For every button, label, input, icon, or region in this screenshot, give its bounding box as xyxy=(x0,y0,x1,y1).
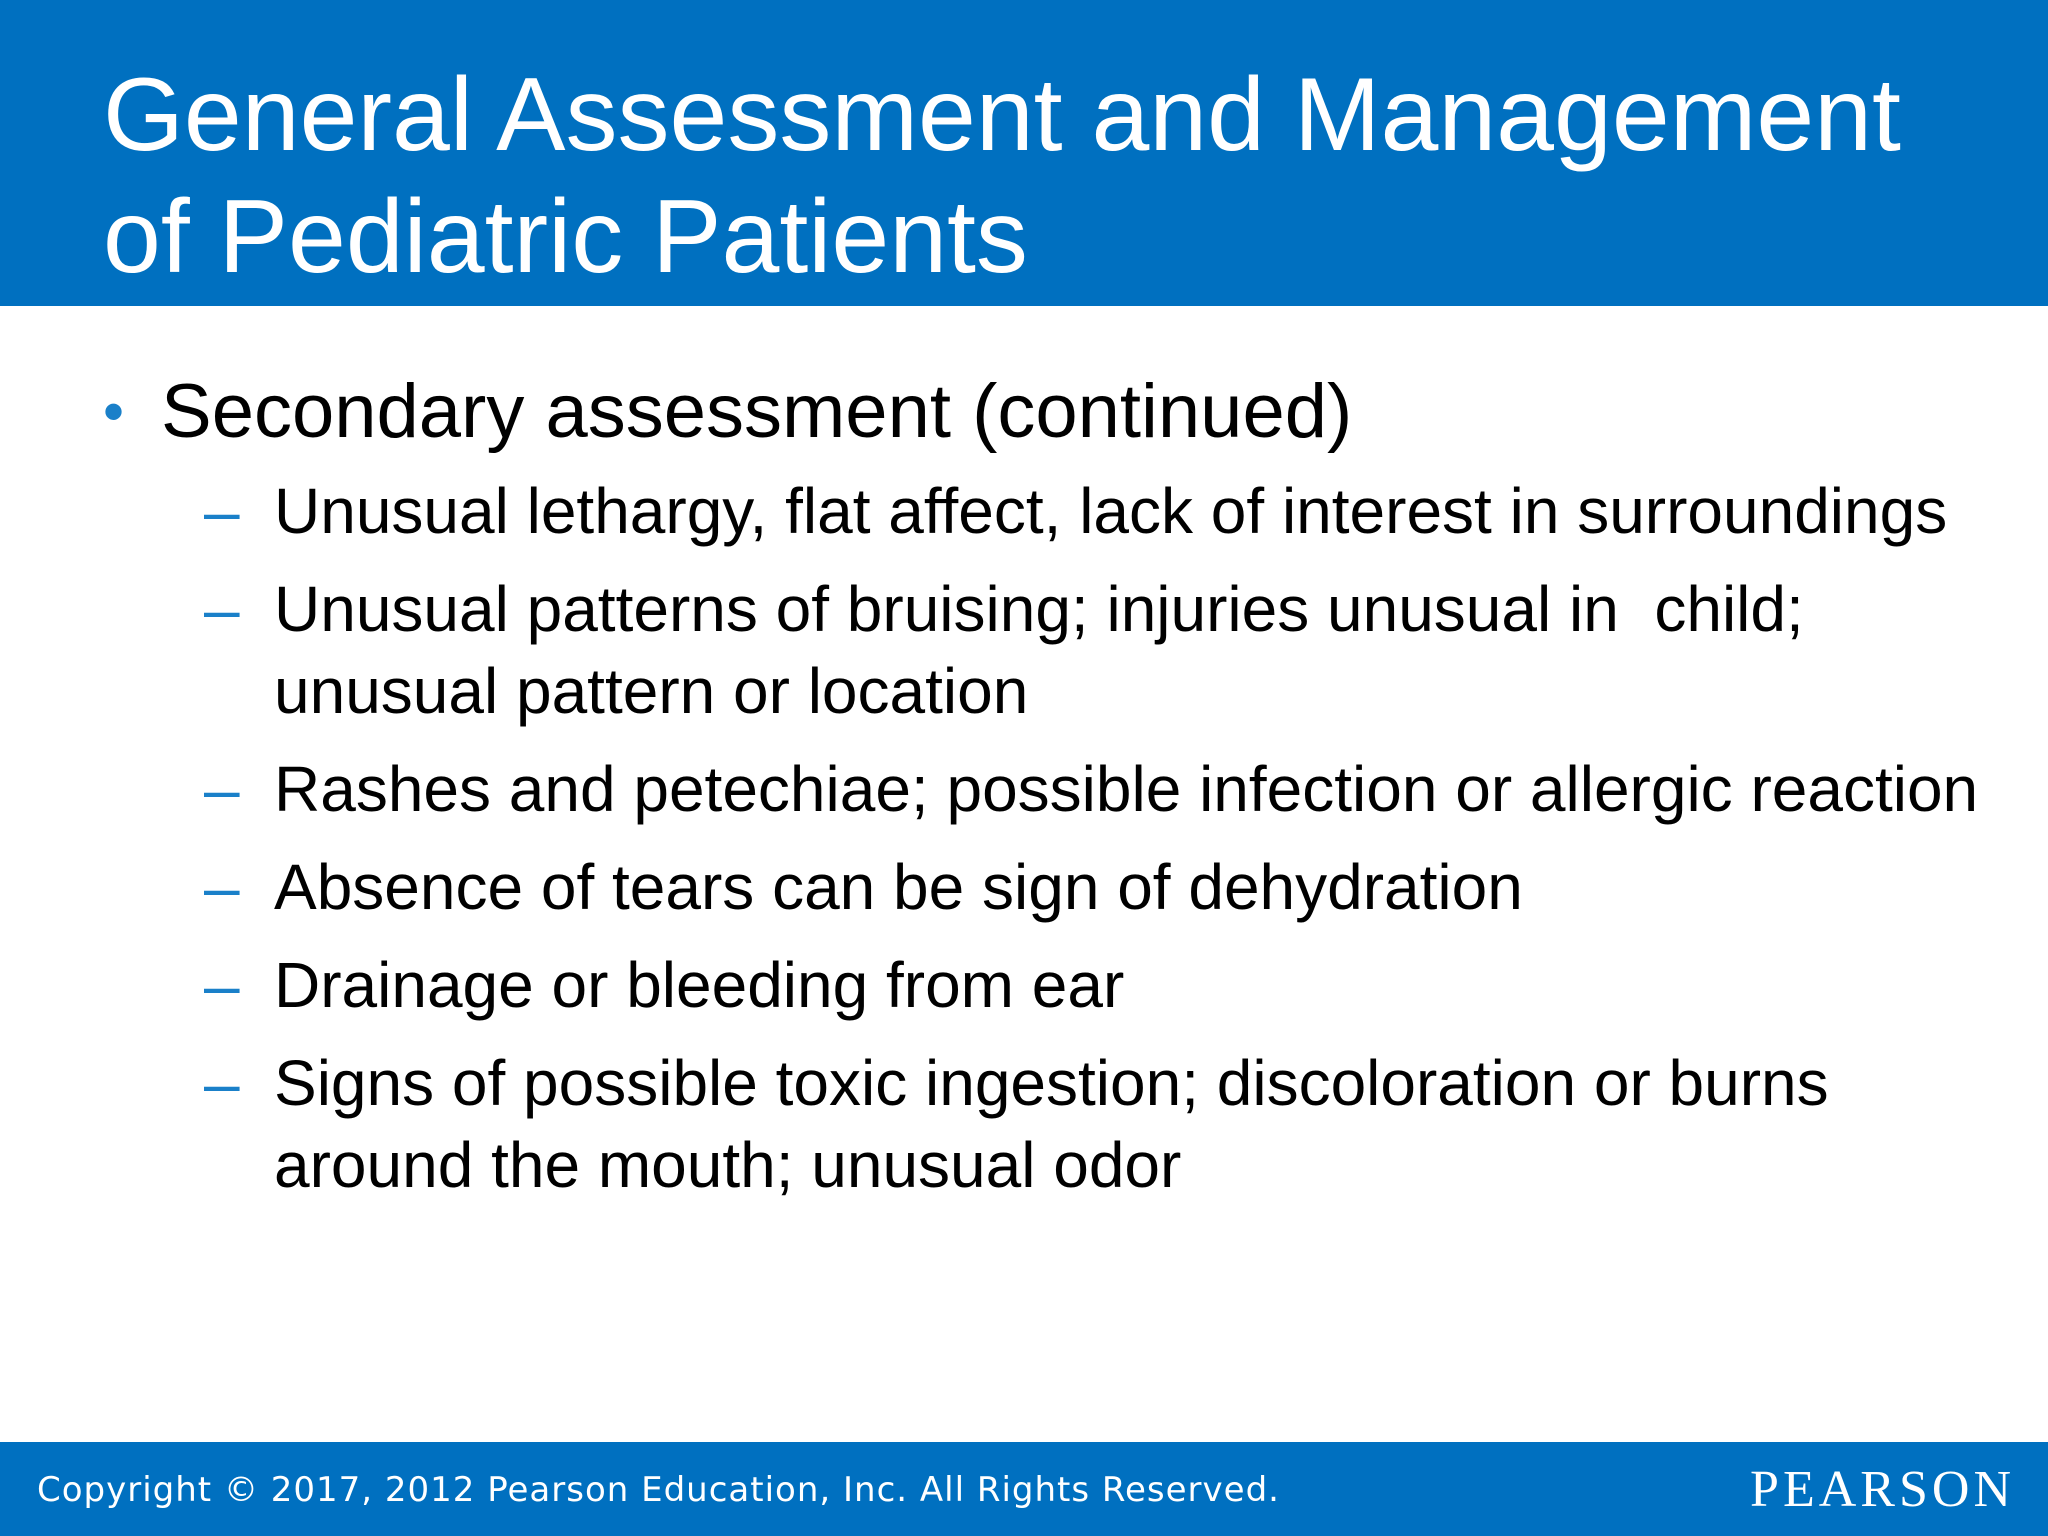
dash-icon: – xyxy=(204,1047,240,1119)
sub-bullet-item xyxy=(200,568,2000,732)
copyright-text: Copyright © 2017, 2012 Pearson Education, Inc. All Rights Reserved. xyxy=(37,1470,1280,1510)
sub-bullet-item xyxy=(200,944,2000,1026)
footer-bar xyxy=(0,1442,2048,1536)
main-bullet-text: Secondary assessment (continued) xyxy=(161,369,1353,454)
sub-bullet-text: Unusual patterns of bruising; injuries unusual in child; unusual pattern or location xyxy=(274,573,1822,727)
main-bullet xyxy=(103,366,1352,458)
sub-bullet-text: Signs of possible toxic ingestion; discoloration or burns around the mouth; unusual odor xyxy=(274,1047,1847,1201)
sub-bullet-item xyxy=(200,748,2000,830)
dash-icon: – xyxy=(204,475,240,547)
bullet-icon: • xyxy=(103,378,125,445)
sub-bullet-list xyxy=(200,470,2000,1222)
sub-bullet-item xyxy=(200,846,2000,928)
slide-content xyxy=(0,306,2048,1442)
pearson-logo: PEARSON xyxy=(1750,1461,2015,1518)
sub-bullet-text: Absence of tears can be sign of dehydration xyxy=(274,851,1523,923)
dash-icon: – xyxy=(204,851,240,923)
sub-bullet-text: Unusual lethargy, flat affect, lack of interest in surroundings xyxy=(274,475,1948,547)
sub-bullet-item xyxy=(200,1042,2000,1206)
dash-icon: – xyxy=(204,573,240,645)
dash-icon: – xyxy=(204,949,240,1021)
sub-bullet-text: Drainage or bleeding from ear xyxy=(274,949,1125,1021)
dash-icon: – xyxy=(204,753,240,825)
sub-bullet-text: Rashes and petechiae; possible infection or allergic reaction xyxy=(274,753,1979,825)
sub-bullet-item xyxy=(200,470,2000,552)
slide-title: General Assessment and Management of Pediatric Patients xyxy=(103,57,1901,295)
title-bar xyxy=(0,0,2048,306)
